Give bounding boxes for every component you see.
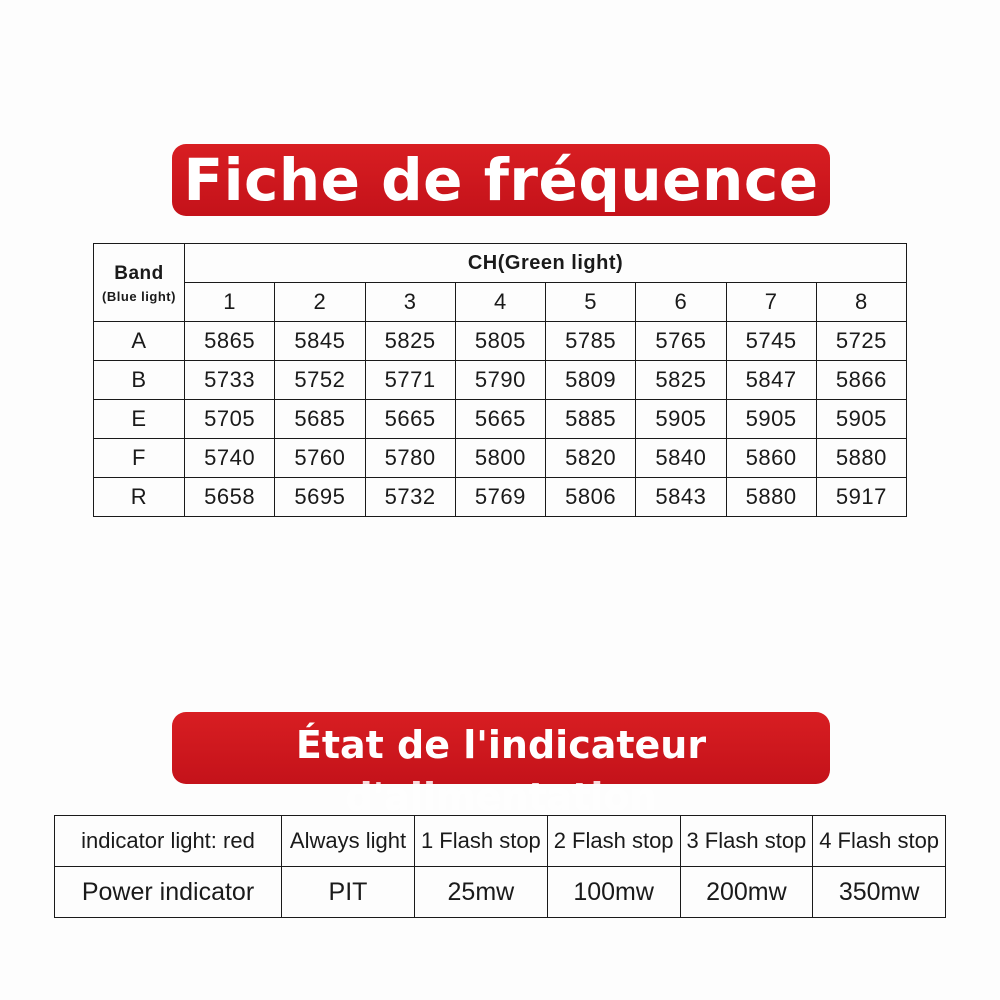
frequency-cell: 5880: [816, 439, 906, 478]
band-row: [94, 439, 907, 478]
freq-header-row: [94, 244, 907, 283]
channel-number: 1: [185, 283, 275, 322]
power-header-cell: 2 Flash stop: [547, 816, 680, 867]
frequency-cell: 5866: [816, 361, 906, 400]
power-value-cell: 350mw: [813, 867, 946, 918]
channel-number: 2: [275, 283, 365, 322]
frequency-cell: 5847: [726, 361, 816, 400]
frequency-cell: 5790: [455, 361, 545, 400]
frequency-cell: 5685: [275, 400, 365, 439]
frequency-cell: 5843: [636, 478, 726, 517]
channel-number: 8: [816, 283, 906, 322]
frequency-cell: 5658: [185, 478, 275, 517]
channel-number: 6: [636, 283, 726, 322]
band-row: [94, 400, 907, 439]
frequency-cell: 5825: [636, 361, 726, 400]
frequency-cell: 5785: [546, 322, 636, 361]
power-value-cell: 100mw: [547, 867, 680, 918]
frequency-cell: 5865: [185, 322, 275, 361]
channel-number-row: [94, 283, 907, 322]
frequency-cell: 5733: [185, 361, 275, 400]
power-indicator-table: [54, 815, 946, 918]
frequency-cell: 5771: [365, 361, 455, 400]
band-sublabel: (Blue light): [102, 289, 176, 304]
power-header-cell: 4 Flash stop: [813, 816, 946, 867]
frequency-cell: 5880: [726, 478, 816, 517]
frequency-cell: 5705: [185, 400, 275, 439]
frequency-cell: 5905: [636, 400, 726, 439]
frequency-cell: 5780: [365, 439, 455, 478]
channel-number: 4: [455, 283, 545, 322]
frequency-cell: 5806: [546, 478, 636, 517]
channel-number: 7: [726, 283, 816, 322]
frequency-cell: 5825: [365, 322, 455, 361]
frequency-cell: 5800: [455, 439, 545, 478]
channel-number: 5: [546, 283, 636, 322]
frequency-cell: 5917: [816, 478, 906, 517]
frequency-cell: 5732: [365, 478, 455, 517]
power-header-row: [55, 816, 946, 867]
power-indicator-title-line2: d'alimentation: [345, 775, 657, 819]
power-indicator-banner: [172, 712, 830, 819]
frequency-chart-title: Fiche de fréquence: [183, 146, 819, 214]
band-cell: A: [94, 322, 185, 361]
power-header-cell: 1 Flash stop: [415, 816, 548, 867]
frequency-rows: [94, 322, 907, 517]
frequency-cell: 5845: [275, 322, 365, 361]
frequency-chart-banner: [172, 144, 830, 216]
channel-number: 3: [365, 283, 455, 322]
band-row: [94, 478, 907, 517]
frequency-cell: 5752: [275, 361, 365, 400]
band-row: [94, 361, 907, 400]
frequency-cell: 5905: [726, 400, 816, 439]
frequency-cell: 5665: [365, 400, 455, 439]
power-value-cell: 25mw: [415, 867, 548, 918]
band-cell: E: [94, 400, 185, 439]
band-cell: R: [94, 478, 185, 517]
frequency-cell: 5809: [546, 361, 636, 400]
frequency-cell: 5665: [455, 400, 545, 439]
power-header-cell: indicator light: red: [55, 816, 282, 867]
frequency-cell: 5745: [726, 322, 816, 361]
band-row: [94, 322, 907, 361]
power-indicator-title-line1: État de l'indicateur: [295, 723, 707, 767]
power-header-cell: 3 Flash stop: [680, 816, 813, 867]
power-value-cell: PIT: [282, 867, 415, 918]
frequency-cell: 5905: [816, 400, 906, 439]
frequency-cell: 5695: [275, 478, 365, 517]
frequency-cell: 5765: [636, 322, 726, 361]
frequency-cell: 5760: [275, 439, 365, 478]
frequency-cell: 5805: [455, 322, 545, 361]
frequency-cell: 5725: [816, 322, 906, 361]
frequency-cell: 5769: [455, 478, 545, 517]
frequency-cell: 5860: [726, 439, 816, 478]
power-value-row: [55, 867, 946, 918]
frequency-cell: 5885: [546, 400, 636, 439]
frequency-cell: 5840: [636, 439, 726, 478]
band-cell: F: [94, 439, 185, 478]
power-value-cell: Power indicator: [55, 867, 282, 918]
channel-header-cell: CH(Green light): [185, 244, 907, 283]
frequency-cell: 5740: [185, 439, 275, 478]
band-header-cell: [94, 244, 185, 322]
power-value-cell: 200mw: [680, 867, 813, 918]
frequency-cell: 5820: [546, 439, 636, 478]
band-cell: B: [94, 361, 185, 400]
frequency-table: [93, 243, 907, 517]
band-label: Band: [114, 263, 164, 284]
power-header-cell: Always light: [282, 816, 415, 867]
